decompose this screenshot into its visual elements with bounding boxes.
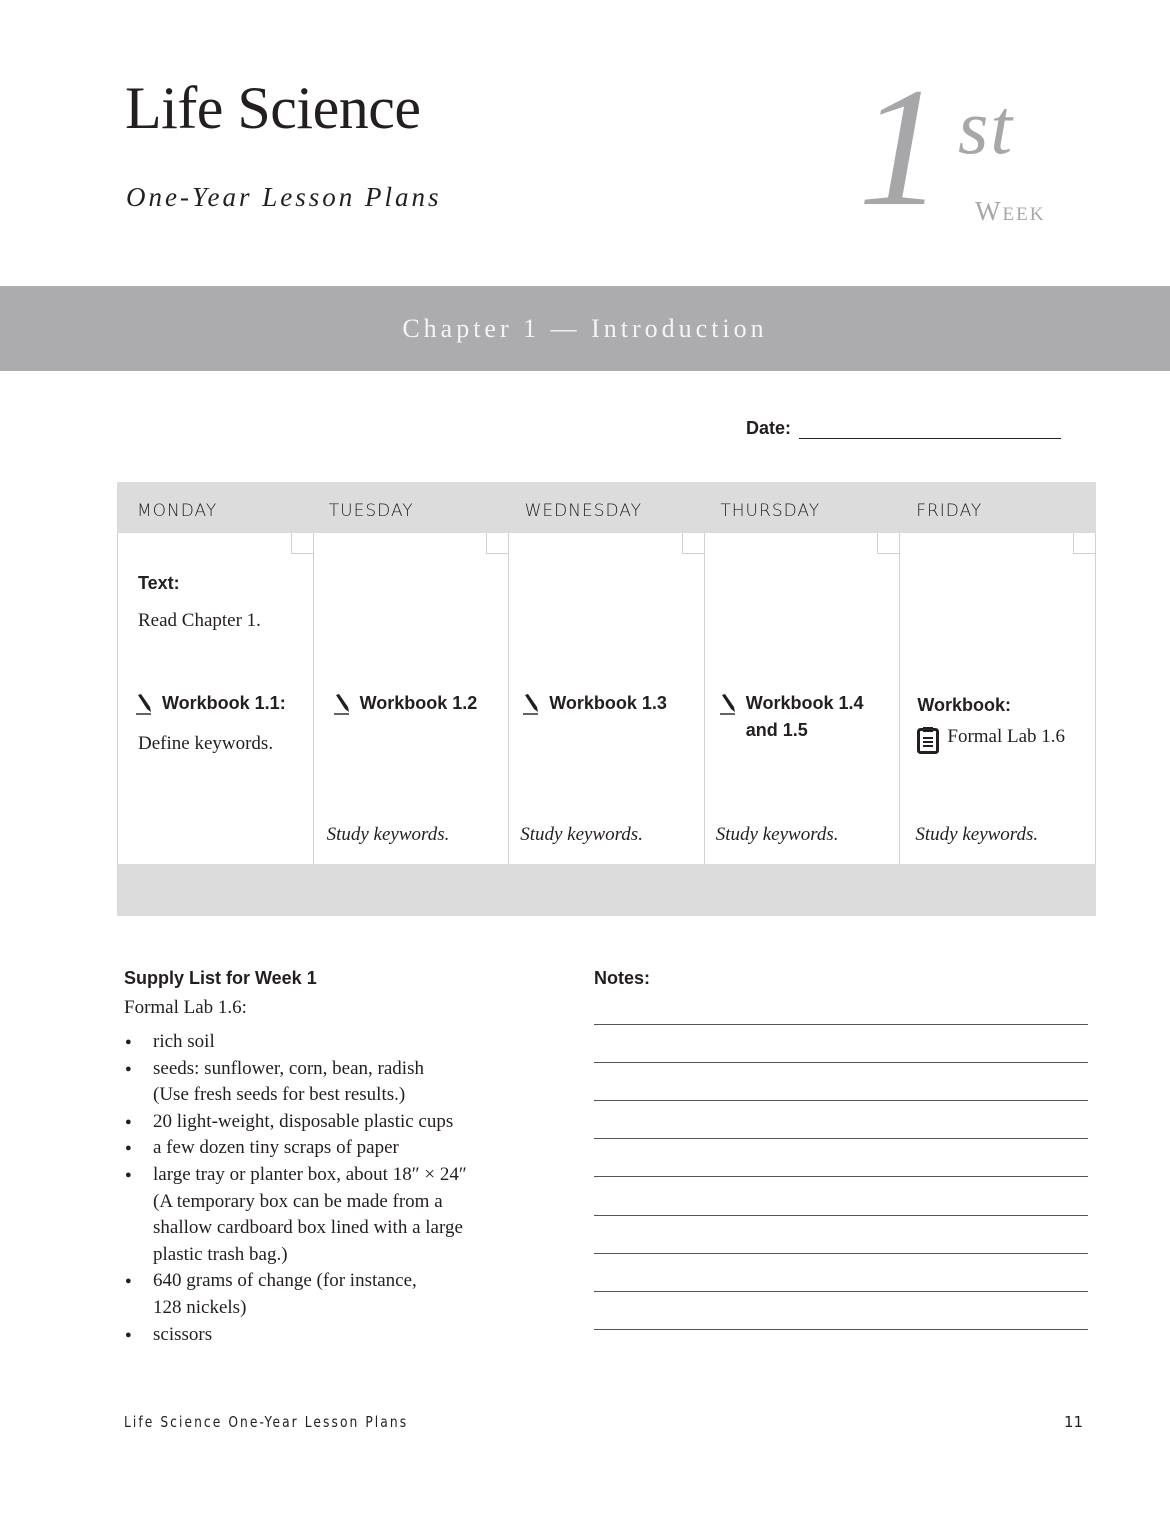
completion-checkbox[interactable] <box>1073 533 1095 554</box>
supply-item: ● large tray or planter box, about 18″ × 24″ (A temporary box can be made from a shallow cardboard box lined with a large plastic trash bag.) <box>124 1162 544 1268</box>
weekly-schedule <box>117 482 1096 916</box>
book-subtitle: One-Year Lesson Plans <box>126 182 442 212</box>
clipboard-icon <box>917 726 939 754</box>
notes-line[interactable] <box>594 1291 1088 1292</box>
supply-item: ● a few dozen tiny scraps of paper <box>124 1135 544 1162</box>
workbook-label-continued: and 1.5 <box>745 720 808 740</box>
day-column-friday <box>900 533 1096 864</box>
page-number: 11 <box>1064 1413 1084 1431</box>
notes-section <box>594 968 1088 989</box>
workbook-label: Workbook: <box>917 695 1012 715</box>
date-label: Date: <box>746 418 792 438</box>
supply-item: ● seeds: sunflower, corn, bean, radish (Use fresh seeds for best results.) <box>124 1056 544 1109</box>
workbook-label: Workbook 1.4 <box>745 693 864 713</box>
text-label: Text: <box>138 573 180 593</box>
day-header-tuesday: TUESDAY <box>328 501 414 521</box>
date-field <box>746 418 1061 439</box>
notes-line[interactable] <box>594 1138 1088 1139</box>
day-header-monday: MONDAY <box>137 501 218 521</box>
notes-line[interactable] <box>594 1024 1088 1025</box>
workbook-label: Workbook 1.2 <box>359 693 478 713</box>
study-note: Study keywords. <box>520 824 643 845</box>
schedule-header <box>117 482 1096 533</box>
day-header-wednesday: WEDNESDAY <box>524 501 642 521</box>
supply-item: ● 20 light-weight, disposable plastic cups <box>124 1109 544 1136</box>
text-assignment: Read Chapter 1. <box>138 610 261 631</box>
workbook-label: Workbook 1.3 <box>549 693 667 713</box>
notes-line[interactable] <box>594 1253 1088 1254</box>
workbook-label: Workbook 1.1: <box>162 693 286 713</box>
notes-line[interactable] <box>594 1329 1088 1330</box>
notes-line[interactable] <box>594 1176 1088 1177</box>
week-label: Week <box>975 196 1046 226</box>
completion-checkbox[interactable] <box>877 533 899 554</box>
supply-list-title: Supply List for Week 1 <box>124 968 317 988</box>
pencil-icon <box>521 693 543 715</box>
pencil-icon <box>134 693 156 715</box>
study-note: Study keywords. <box>715 824 839 845</box>
day-column-wednesday <box>509 533 705 864</box>
study-note: Study keywords. <box>915 824 1039 845</box>
schedule-footer-bar <box>117 864 1096 916</box>
day-column-tuesday <box>314 533 510 864</box>
lab-assignment <box>917 726 1065 754</box>
workbook-assignment <box>521 693 667 715</box>
date-input-line[interactable] <box>799 422 1061 439</box>
workbook-assignment <box>134 693 286 715</box>
supply-list-subtitle: Formal Lab 1.6: <box>124 997 247 1018</box>
lab-label: Formal Lab 1.6 <box>947 726 1066 747</box>
day-column-monday <box>118 533 314 864</box>
week-number: 1 <box>858 53 943 241</box>
supply-list <box>124 968 544 1348</box>
workbook-assignment <box>332 693 478 715</box>
pencil-icon <box>718 693 740 715</box>
supply-items <box>124 1029 544 1348</box>
schedule-body <box>117 533 1096 864</box>
supply-item: ● rich soil <box>124 1029 544 1056</box>
notes-title: Notes: <box>594 968 651 988</box>
completion-checkbox[interactable] <box>682 533 704 554</box>
notes-line[interactable] <box>594 1100 1088 1101</box>
supply-item: ● 640 grams of change (for instance, 128 nickels) <box>124 1268 544 1321</box>
supply-item: ● scissors <box>124 1322 544 1349</box>
day-column-thursday <box>705 533 901 864</box>
workbook-assignment <box>718 693 864 741</box>
chapter-banner <box>0 286 1170 371</box>
book-title: Life Science <box>125 75 421 141</box>
completion-checkbox[interactable] <box>291 533 313 554</box>
workbook-detail: Define keywords. <box>138 733 274 754</box>
footer-title: Life Science One-Year Lesson Plans <box>124 1413 409 1431</box>
notes-line[interactable] <box>594 1215 1088 1216</box>
completion-checkbox[interactable] <box>486 533 508 554</box>
day-header-friday: FRIDAY <box>916 501 983 521</box>
week-ordinal-suffix: st <box>958 83 1015 170</box>
day-header-thursday: THURSDAY <box>720 501 821 521</box>
chapter-title: Chapter 1 — Introduction <box>402 313 768 343</box>
notes-line[interactable] <box>594 1062 1088 1063</box>
pencil-icon <box>332 693 354 715</box>
study-note: Study keywords. <box>326 824 450 845</box>
